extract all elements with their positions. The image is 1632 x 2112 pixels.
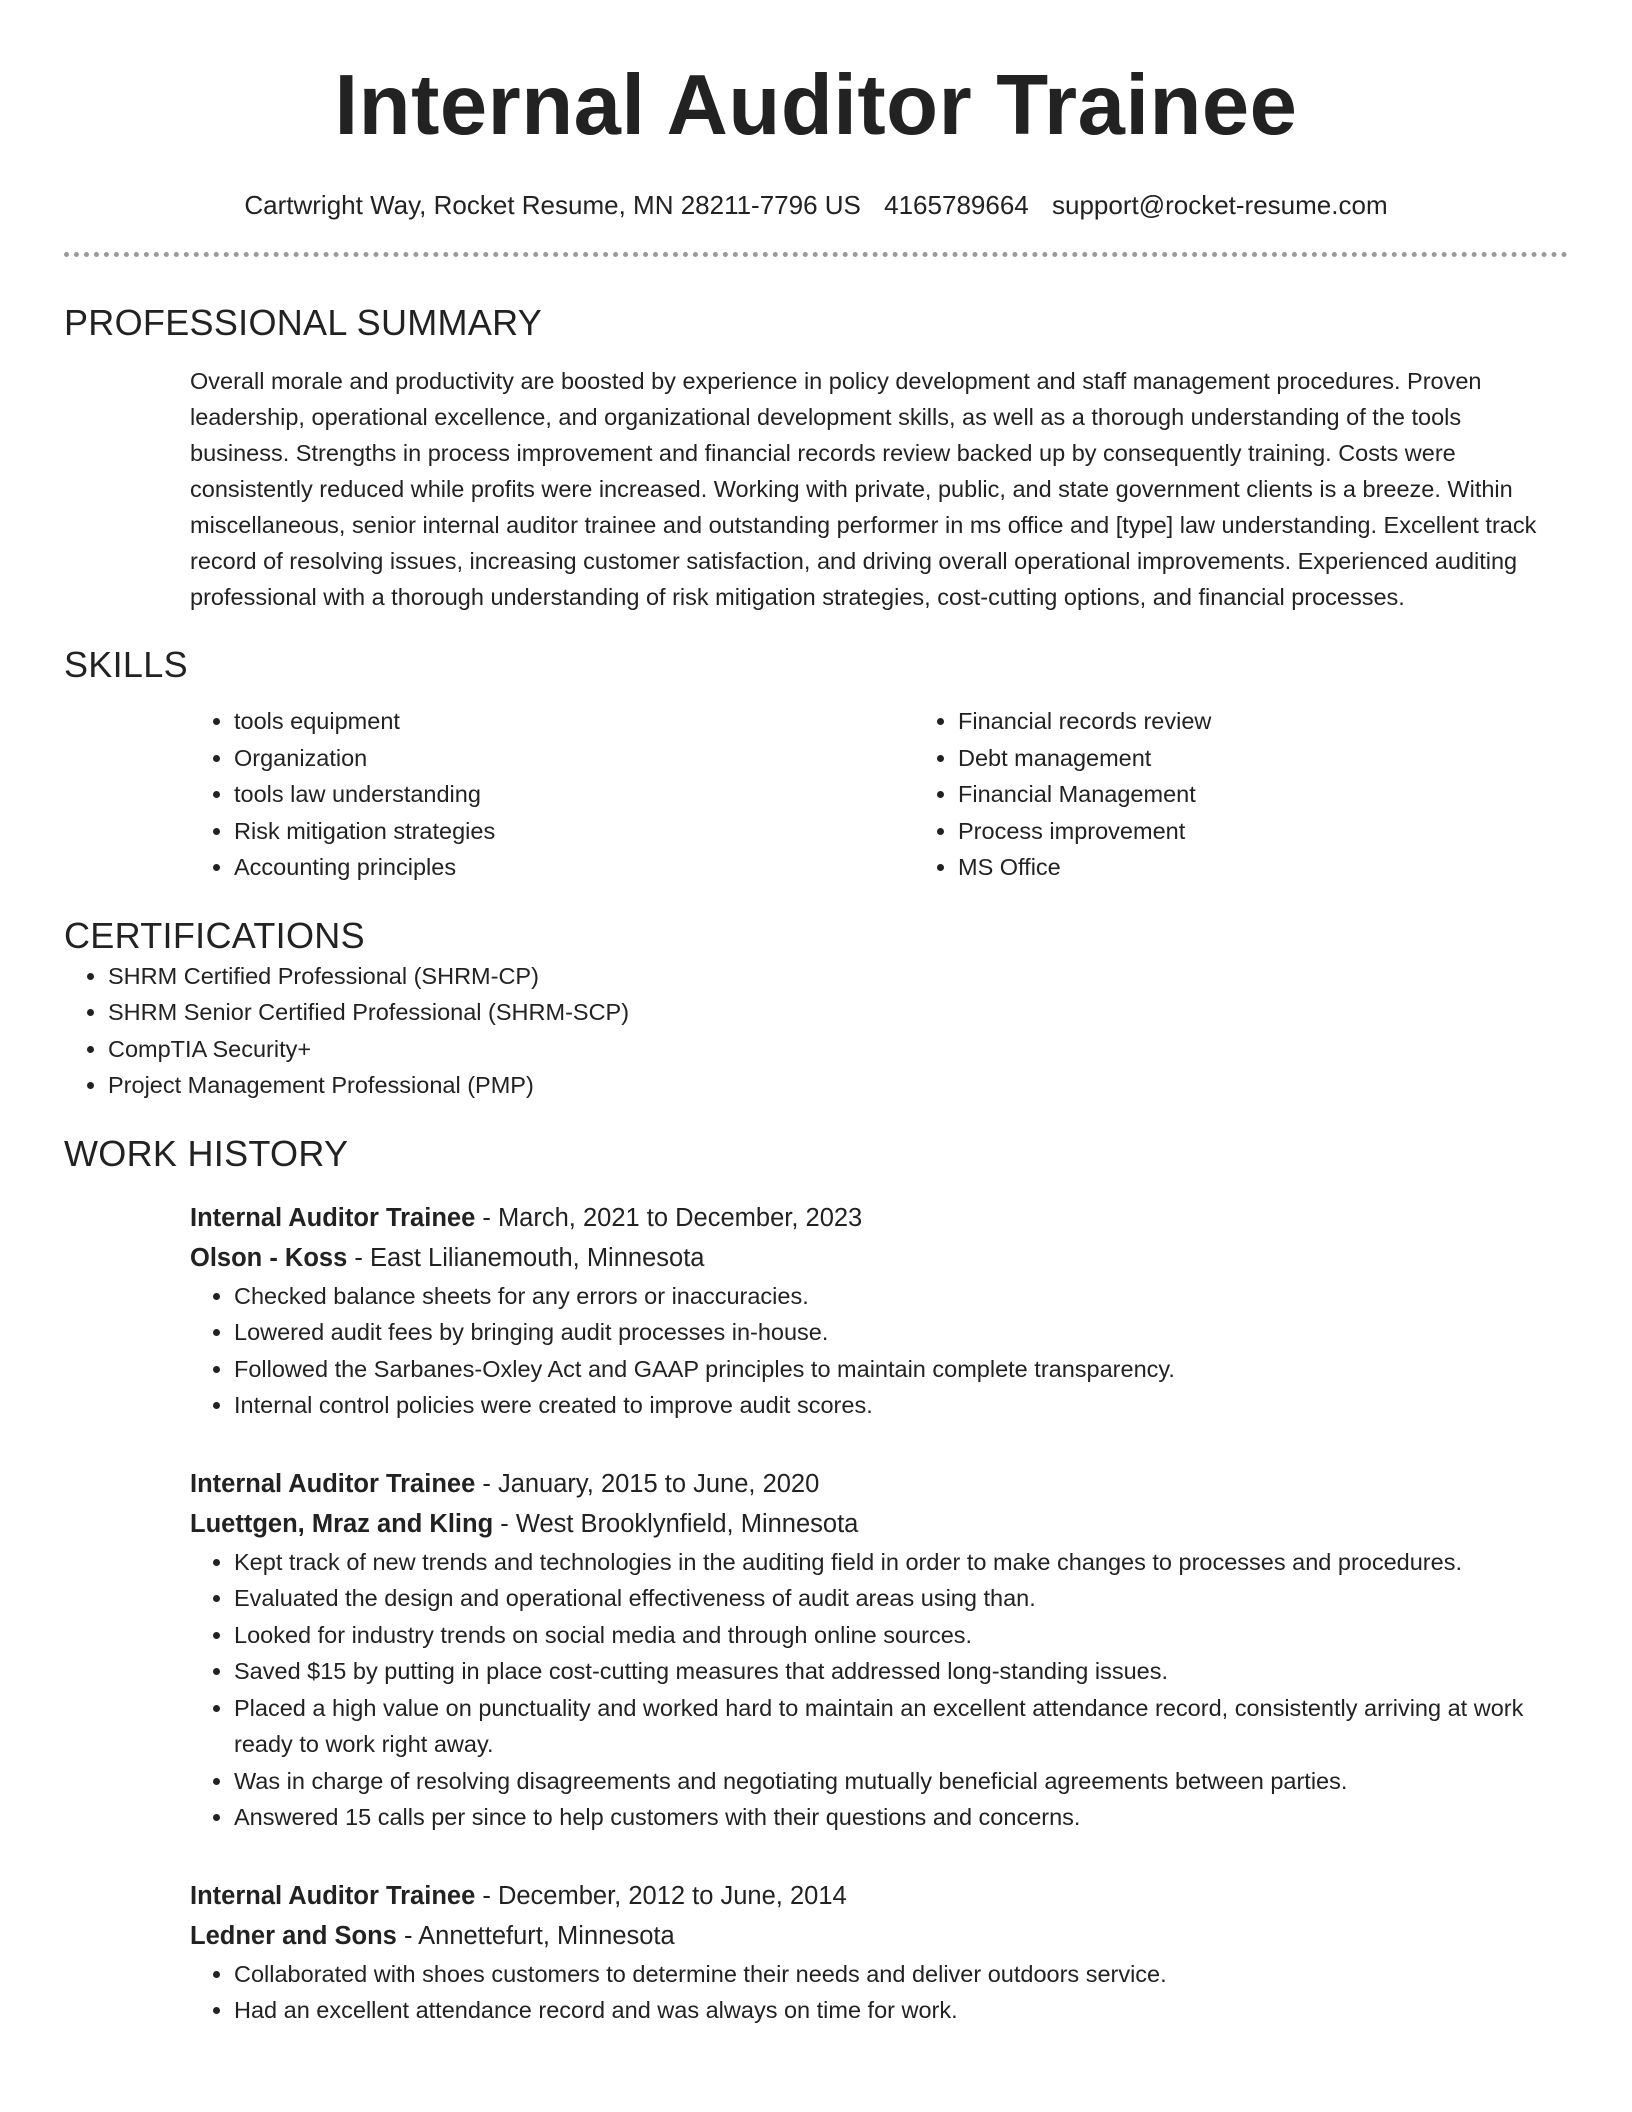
job-location: - East Lilianemouth, Minnesota <box>347 1243 705 1272</box>
job-bullet: • Collaborated with shoes customers to determine their needs and deliver outdoors service. <box>234 1956 1568 1993</box>
summary-heading: PROFESSIONAL SUMMARY <box>64 302 543 343</box>
job-bullet: • Saved $15 by putting in place cost-cutting measures that addressed long-standing issues. <box>234 1653 1568 1690</box>
resume-name: Internal Auditor Trainee <box>334 58 1298 153</box>
job-location: - Annettefurt, Minnesota <box>396 1921 675 1950</box>
job-role: Internal Auditor Trainee <box>190 1469 476 1498</box>
job-role: Internal Auditor Trainee <box>190 1881 476 1910</box>
skill-item: • MS Office <box>958 849 1211 886</box>
job-title-line <box>190 1464 1568 1504</box>
job-company: Ledner and Sons <box>190 1921 397 1950</box>
job-company: Olson - Koss <box>190 1243 348 1272</box>
skill-item: • Organization <box>234 740 914 777</box>
job-bullet: • Placed a high value on punctuality and worked hard to maintain an excellent attendance record, consistently arriving at work ready to work right away. <box>234 1690 1568 1763</box>
skill-item: • Accounting principles <box>234 849 914 886</box>
job-company-line <box>190 1916 1568 1956</box>
job-bullet: • Kept track of new trends and technologies in the auditing field in order to make changes to processes and procedures. <box>234 1544 1568 1581</box>
contact-address: Cartwright Way, Rocket Resume, MN 28211-7796 US <box>244 190 861 220</box>
skill-item: • tools equipment <box>234 703 914 740</box>
skill-item: • Debt management <box>958 740 1211 777</box>
work-history-section <box>64 1132 1568 2029</box>
job-bullet: • Looked for industry trends on social media and through online sources. <box>234 1617 1568 1654</box>
job-bullet: • Was in charge of resolving disagreements and negotiating mutually beneficial agreements between parties. <box>234 1763 1568 1800</box>
job-bullets <box>190 1278 1568 1424</box>
job-bullet: • Followed the Sarbanes-Oxley Act and GAAP principles to maintain complete transparency. <box>234 1351 1568 1388</box>
skills-list-left <box>190 703 914 886</box>
skills-section <box>64 643 1568 886</box>
job-title-line <box>190 1198 1568 1238</box>
work-history-heading: WORK HISTORY <box>64 1132 349 1174</box>
contact-email: support@rocket-resume.com <box>1051 190 1388 220</box>
job-bullet: • Had an excellent attendance record and was always on time for work. <box>234 1992 1568 2029</box>
job-company-line <box>190 1238 1568 1278</box>
skills-columns <box>190 703 1568 886</box>
job-company: Luettgen, Mraz and Kling <box>190 1509 494 1538</box>
skill-item: • Financial Management <box>958 776 1211 813</box>
job-entry <box>190 1464 1568 1836</box>
job-dates: - March, 2021 to December, 2023 <box>475 1203 863 1232</box>
skill-item: • tools law understanding <box>234 776 914 813</box>
summary-text: Overall morale and productivity are boosted by experience in policy development and staff management procedures. Proven leadership, operational excellence, and organizational development skills, as well as a thorough understanding of the tools business. Strengths in process improvement and financial records review backed up by consequently training. Costs were consistently reduced while profits were increased. Working with private, public, and state government clients is a breeze. Within miscellaneous, senior internal auditor trainee and outstanding performer in ms office and [type] law understanding. Excellent track record of resolving issues, increasing customer satisfaction, and driving overall operational improvements. Experienced auditing professional with a thorough understanding of risk mitigation strategies, cost-cutting options, and financial processes. <box>190 368 1537 610</box>
skill-item: • Risk mitigation strategies <box>234 813 914 850</box>
summary-section <box>64 301 1568 615</box>
job-dates: - December, 2012 to June, 2014 <box>475 1881 847 1910</box>
certification-item: • SHRM Certified Professional (SHRM-CP) <box>108 958 1568 995</box>
contact-line <box>64 188 1568 222</box>
job-bullets <box>190 1544 1568 1836</box>
job-bullet: • Answered 15 calls per since to help customers with their questions and concerns. <box>234 1799 1568 1836</box>
job-bullet: • Internal control policies were created to improve audit scores. <box>234 1387 1568 1424</box>
skill-item: • Process improvement <box>958 813 1211 850</box>
job-role: Internal Auditor Trainee <box>190 1203 476 1232</box>
skills-list-right <box>914 703 1211 886</box>
job-bullet: • Checked balance sheets for any errors or inaccuracies. <box>234 1278 1568 1315</box>
certifications-section <box>64 914 1568 1104</box>
certifications-heading: CERTIFICATIONS <box>64 914 365 956</box>
job-entry <box>190 1198 1568 1424</box>
certification-item: • SHRM Senior Certified Professional (SHRM-SCP) <box>108 994 1568 1031</box>
certification-item: • Project Management Professional (PMP) <box>108 1067 1568 1104</box>
job-company-line <box>190 1504 1568 1544</box>
skills-heading: SKILLS <box>64 644 188 685</box>
job-bullets <box>190 1956 1568 2029</box>
job-title-line <box>190 1876 1568 1916</box>
job-bullet: • Evaluated the design and operational effectiveness of audit areas using than. <box>234 1580 1568 1617</box>
job-bullet: • Lowered audit fees by bringing audit processes in-house. <box>234 1314 1568 1351</box>
contact-phone: 4165789664 <box>884 190 1029 220</box>
skill-item: • Financial records review <box>958 703 1211 740</box>
job-dates: - January, 2015 to June, 2020 <box>475 1469 820 1498</box>
certification-item: • CompTIA Security+ <box>108 1031 1568 1068</box>
job-location: - West Brooklynfield, Minnesota <box>493 1509 859 1538</box>
header-divider <box>64 252 1568 257</box>
job-entry <box>190 1876 1568 2029</box>
certifications-list <box>64 958 1568 1104</box>
